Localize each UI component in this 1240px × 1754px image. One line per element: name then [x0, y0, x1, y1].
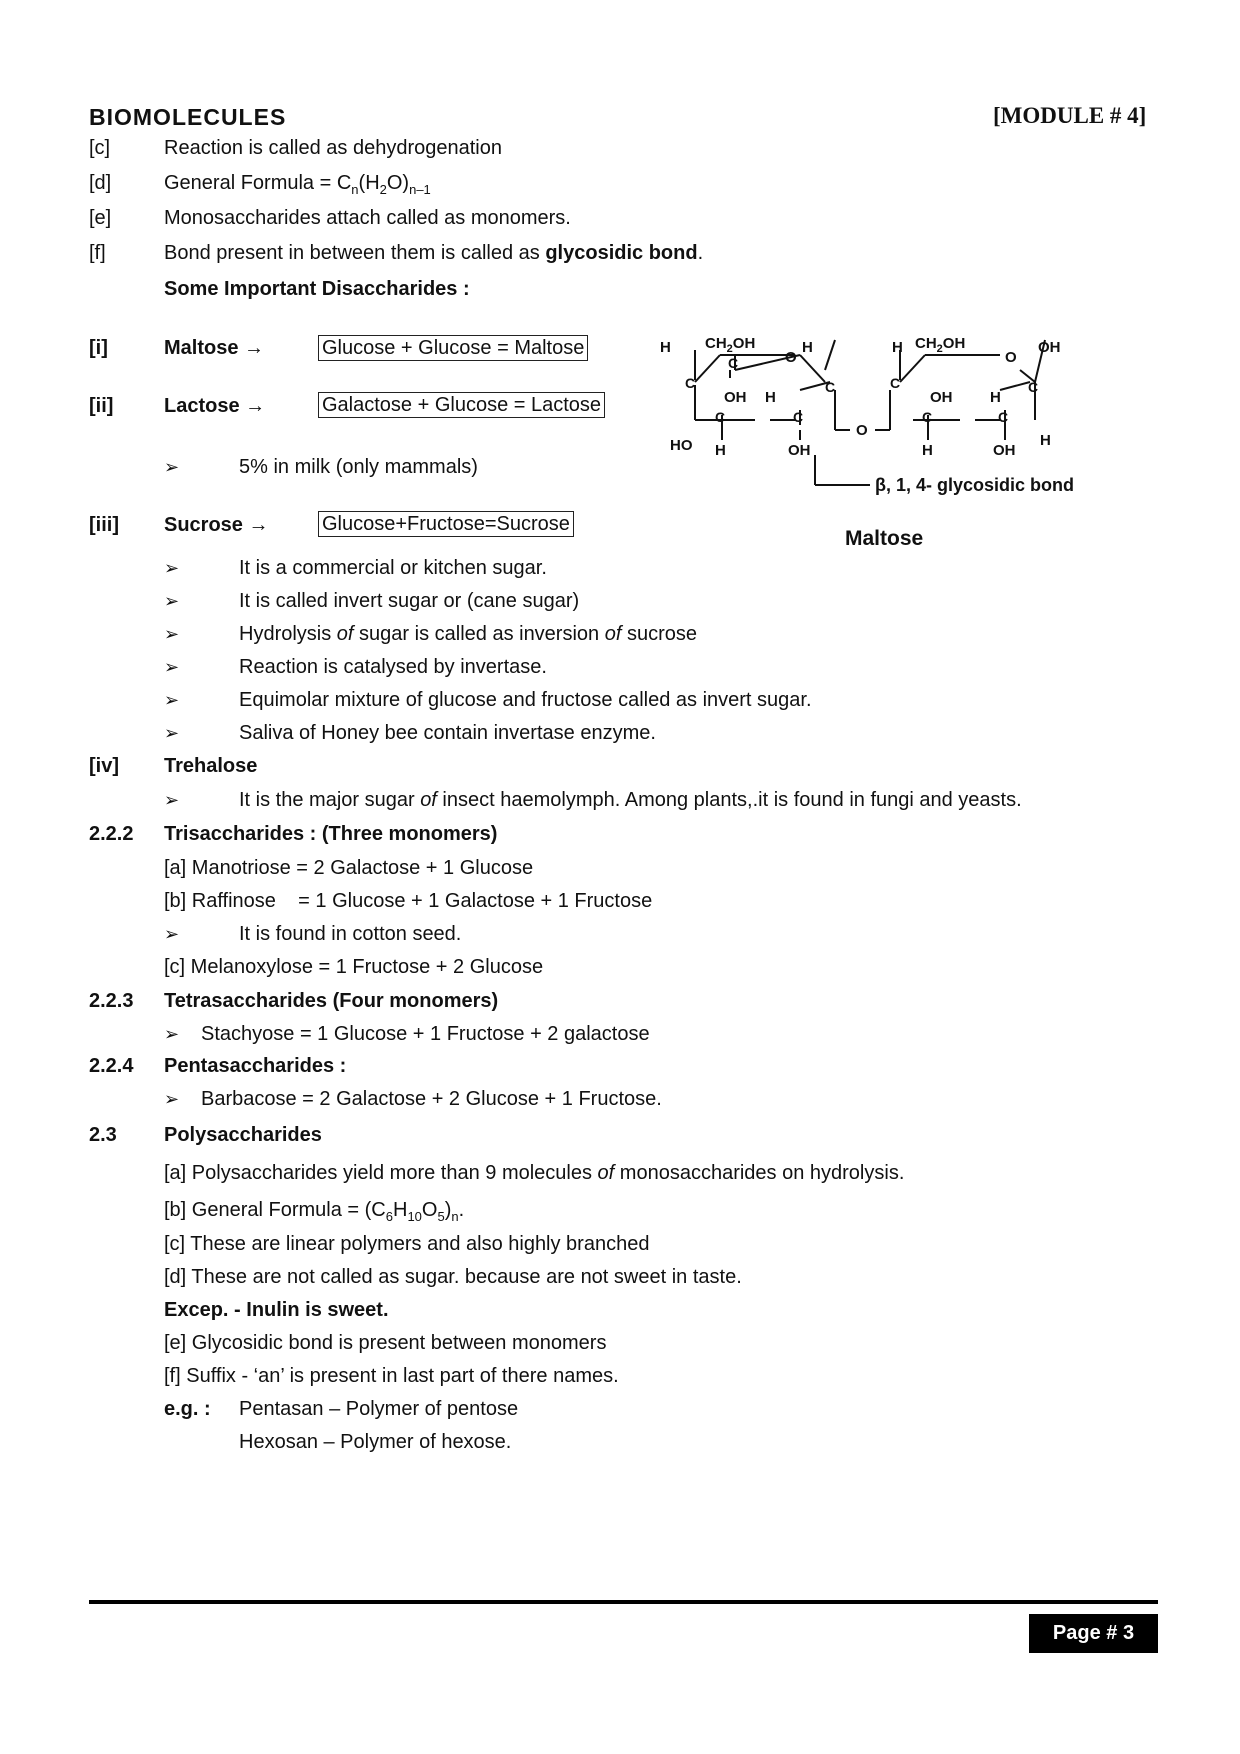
penta-bullet: Barbacose = 2 Galactose + 2 Glucose + 1 Fructose.	[201, 1088, 662, 1110]
atom-label: C	[793, 409, 804, 425]
tri-bullet: It is found in cotton seed.	[239, 923, 462, 945]
eg-label: e.g. :	[164, 1398, 211, 1420]
atom-label: O	[785, 349, 797, 366]
module-label: [MODULE # 4]	[993, 103, 1147, 128]
atom-label: O	[1005, 349, 1017, 366]
atom-label: C	[922, 409, 933, 425]
poly-item: [f] Suffix - ‘an’ is present in last part of there names.	[164, 1365, 619, 1387]
point-label: [e]	[89, 207, 112, 229]
item-label: [i]	[89, 337, 108, 359]
bullet-icon: ➢	[164, 558, 180, 578]
section-heading: Polysaccharides	[164, 1124, 322, 1146]
poly-item: [a] Polysaccharides yield more than 9 molecules of monosaccharides on hydrolysis.	[164, 1162, 905, 1184]
sucrose-bullet: Hydrolysis of sugar is called as inversion of sucrose	[239, 623, 697, 645]
maltose-structure-diagram	[660, 310, 1140, 560]
atom-label: HO	[670, 437, 693, 454]
maltose-equation: Glucose + Glucose = Maltose	[318, 335, 588, 361]
diagram-caption: Maltose	[845, 527, 924, 550]
atom-label: O	[856, 422, 868, 439]
atom-label: OH	[788, 442, 811, 459]
item-label: [ii]	[89, 395, 114, 417]
section-number: 2.2.4	[89, 1055, 134, 1077]
atom-label: C	[1028, 379, 1039, 395]
section-number: 2.3	[89, 1124, 117, 1146]
atom-label: $CH_2OH$	[915, 335, 966, 355]
atom-label: OH	[1038, 339, 1061, 356]
atom-label: H	[802, 339, 813, 356]
item-label: [iii]	[89, 514, 119, 536]
page-number-badge: Page # 3	[1029, 1614, 1158, 1653]
tri-item: [a] Manotriose = 2 Galactose + 1 Glucose	[164, 857, 534, 879]
section-number: 2.2.3	[89, 990, 134, 1012]
bullet-icon: ➢	[164, 723, 180, 743]
tetra-bullet: Stachyose = 1 Glucose + 1 Fructose + 2 galactose	[201, 1023, 650, 1045]
trehalose-name: Trehalose	[164, 755, 258, 777]
sucrose-name: Sucrose →	[164, 514, 269, 536]
atom-label: H	[1040, 432, 1051, 449]
item-label: [iv]	[89, 755, 119, 777]
section-heading: Pentasaccharides :	[164, 1055, 347, 1077]
footer-rule	[89, 1600, 1158, 1604]
atom-label: H	[660, 339, 671, 356]
poly-formula: [b] General Formula = $(C_6H_{10}O_5)_n$.	[164, 1199, 465, 1224]
sucrose-bullet: Saliva of Honey bee contain invertase enzyme.	[239, 722, 656, 744]
atom-label: H	[765, 389, 776, 406]
atom-label: H	[922, 442, 933, 459]
atom-label: C	[890, 375, 901, 391]
point-text: Bond present in between them is called as glycosidic bond.	[164, 242, 704, 264]
section-number: 2.2.2	[89, 823, 134, 845]
bullet-icon: ➢	[164, 1024, 180, 1044]
eg-item: Hexosan – Polymer of hexose.	[239, 1431, 512, 1453]
atom-label: OH	[724, 389, 747, 406]
atom-label: H	[715, 442, 726, 459]
atom-label: H	[990, 389, 1001, 406]
bullet-icon: ➢	[164, 624, 180, 644]
point-label: [c]	[89, 137, 111, 159]
lactose-equation: Galactose + Glucose = Lactose	[318, 392, 605, 418]
sucrose-bullet: It is called invert sugar or (cane sugar)	[239, 590, 580, 612]
general-formula: General Formula = $C_n(H_2O)_{n-1}$	[164, 172, 431, 197]
bullet-icon: ➢	[164, 924, 180, 944]
atom-label: C	[825, 379, 836, 395]
poly-item: [d] These are not called as sugar. because are not sweet in taste.	[164, 1266, 742, 1288]
atom-label: C	[685, 375, 696, 391]
atom-label: C	[728, 355, 739, 371]
sucrose-bullet: Equimolar mixture of glucose and fructose called as invert sugar.	[239, 689, 812, 711]
trehalose-bullet: It is the major sugar of insect haemolymph. Among plants,.it is found in fungi and yeasts.	[239, 789, 1022, 811]
sucrose-equation: Glucose+Fructose=Sucrose	[318, 511, 574, 537]
eg-item: Pentasan – Polymer of pentose	[239, 1398, 519, 1420]
atom-label: OH	[930, 389, 953, 406]
lactose-bullet: 5% in milk (only mammals)	[239, 456, 478, 478]
atom-label: $CH_2OH$	[705, 335, 756, 355]
atom-label: H	[892, 339, 903, 356]
point-text: Reaction is called as dehydrogenation	[164, 137, 502, 159]
section-heading: Tetrasaccharides (Four monomers)	[164, 990, 499, 1012]
atom-label: C	[998, 409, 1009, 425]
point-label: [d]	[89, 172, 112, 194]
bullet-icon: ➢	[164, 1089, 180, 1109]
lactose-name: Lactose →	[164, 395, 266, 417]
bullet-icon: ➢	[164, 457, 180, 477]
sucrose-bullet: Reaction is catalysed by invertase.	[239, 656, 547, 678]
atom-label: C	[715, 409, 726, 425]
poly-exception: Excep. - Inulin is sweet.	[164, 1299, 389, 1321]
poly-item: [e] Glycosidic bond is present between monomers	[164, 1332, 607, 1354]
bullet-icon: ➢	[164, 657, 180, 677]
bullet-icon: ➢	[164, 790, 180, 810]
tri-item: [c] Melanoxylose = 1 Fructose + 2 Glucose	[164, 956, 544, 978]
maltose-name: Maltose →	[164, 337, 265, 359]
sucrose-bullet: It is a commercial or kitchen sugar.	[239, 557, 547, 579]
point-label: [f]	[89, 242, 106, 264]
glycosidic-bond-label: β, 1, 4- glycosidic bond	[875, 475, 1075, 495]
page-title: BIOMOLECULES	[89, 104, 287, 130]
tri-item: [b] Raffinose = 1 Glucose + 1 Galactose + 1 Fructose	[164, 890, 653, 912]
point-text: Monosaccharides attach called as monomers.	[164, 207, 571, 229]
section-heading: Trisaccharides : (Three monomers)	[164, 823, 498, 845]
bullet-icon: ➢	[164, 690, 180, 710]
bullet-icon: ➢	[164, 591, 180, 611]
atom-label: OH	[993, 442, 1016, 459]
poly-item: [c] These are linear polymers and also highly branched	[164, 1233, 650, 1255]
disaccharides-heading: Some Important Disaccharides :	[164, 278, 470, 300]
